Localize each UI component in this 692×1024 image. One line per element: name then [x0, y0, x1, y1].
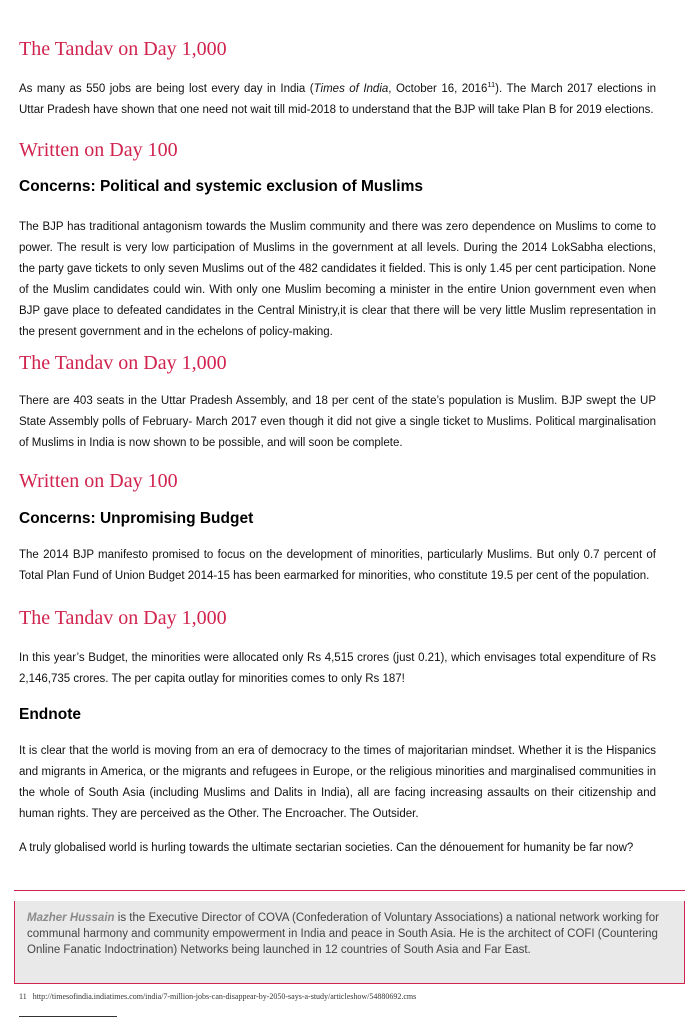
footnote-rule	[19, 1016, 117, 1017]
paragraph-tandav-1-part-c: ). The March 2017 elections in Uttar Pradesh have shown that one need not wait till mid-2018 to understand that the BJP will take Plan B for 2019 elections.	[19, 83, 656, 116]
heading-tandav-1: The Tandav on Day 1,000	[19, 38, 227, 60]
paragraph-tandav-1-part-b: , October 16, 2016	[388, 83, 488, 95]
paragraph-written-2: The 2014 BJP manifesto promised to focus on the development of minorities, particularly Muslims. But only 0.7 percent of Total Plan Fund of Union Budget 2014-15 has been earmarked for minorities, who constitute 19.5 per cent of the population.	[19, 549, 656, 582]
footnote-reference[interactable]: 11	[487, 80, 496, 90]
author-bio-text	[27, 910, 667, 958]
heading-written-1: Written on Day 100	[19, 139, 178, 161]
heading-endnote: Endnote	[19, 706, 81, 723]
divider-bottom	[14, 983, 685, 984]
heading-tandav-3: The Tandav on Day 1,000	[19, 607, 227, 629]
subheading-unpromising-budget: Concerns: Unpromising Budget	[19, 510, 254, 527]
heading-tandav-2: The Tandav on Day 1,000	[19, 352, 227, 374]
footnote-link[interactable]: http://timesofindia.indiatimes.com/india/7-million-jobs-can-disappear-by-2050-says-a-study/articleshow/54880692.cms	[32, 992, 417, 1001]
paragraph-endnote-1: It is clear that the world is moving from an era of democracy to the times of majoritarian mindset. Whether it is the Hispanics and migrants in America, or the migrants and refugees in Europe, or the religious minorities and marginalised communities in the whole of South Asia (including Muslims and Dalits in India), all are facing increasing assaults on their citizenship and human rights. They are perceived as the Other. The Encroacher. The Outsider.	[19, 745, 656, 820]
author-name: Mazher Hussain	[27, 912, 115, 924]
paragraph-tandav-2: There are 403 seats in the Uttar Pradesh Assembly, and 18 per cent of the state’s population is Muslim. BJP swept the UP State Assembly polls of February- March 2017 even though it did not give a single ticket to Muslims. Political marginalisation of Muslims in India is now shown to be possible, and will soon be complete.	[19, 395, 656, 449]
paragraph-written-1: The BJP has traditional antagonism towards the Muslim community and there was zero dependence on Muslims to come to power. The result is very low participation of Muslims in the government at all levels. During the 2014 LokSabha elections, the party gave tickets to only seven Muslims out of the 482 candidates it fielded. This is only 1.45 per cent participation. None of the Muslim candidates could win. With only one Muslim becoming a minister in the entire Union government even when BJP gave place to defeated candidates in the Central Ministry,it is clear that there will be very little Muslim representation in the present government and in the echelons of policy-making.	[19, 221, 656, 338]
paragraph-tandav-1	[19, 79, 656, 121]
paragraph-tandav-3: In this year’s Budget, the minorities were allocated only Rs 4,515 crores (just 0.21), which envisages total expenditure of Rs 2,146,735 crores. The per capita outlay for minorities comes to only Rs 187!	[19, 652, 656, 685]
footnote-number: 11	[19, 992, 27, 1001]
paragraph-endnote-2: A truly globalised world is hurling towards the ultimate sectarian societies. Can the dénouement for humanity be far now?	[19, 842, 634, 854]
source-title: Times of India	[313, 83, 389, 95]
author-bio-box	[14, 901, 685, 983]
subheading-political-exclusion: Concerns: Political and systemic exclusion of Muslims	[19, 178, 423, 195]
footnote	[19, 992, 416, 1001]
heading-written-2: Written on Day 100	[19, 470, 178, 492]
author-description: is the Executive Director of COVA (Confederation of Voluntary Associations) a national network working for communal harmony and community empowerment in India and peace in South Asia. He is the architect of COFI (Countering Online Fanatic Indoctrination) Networks being launched in 12 countries of South Asia and Far East.	[27, 912, 659, 956]
divider-top	[14, 890, 685, 891]
paragraph-tandav-1-part-a: As many as 550 jobs are being lost every day in India (	[19, 83, 314, 95]
